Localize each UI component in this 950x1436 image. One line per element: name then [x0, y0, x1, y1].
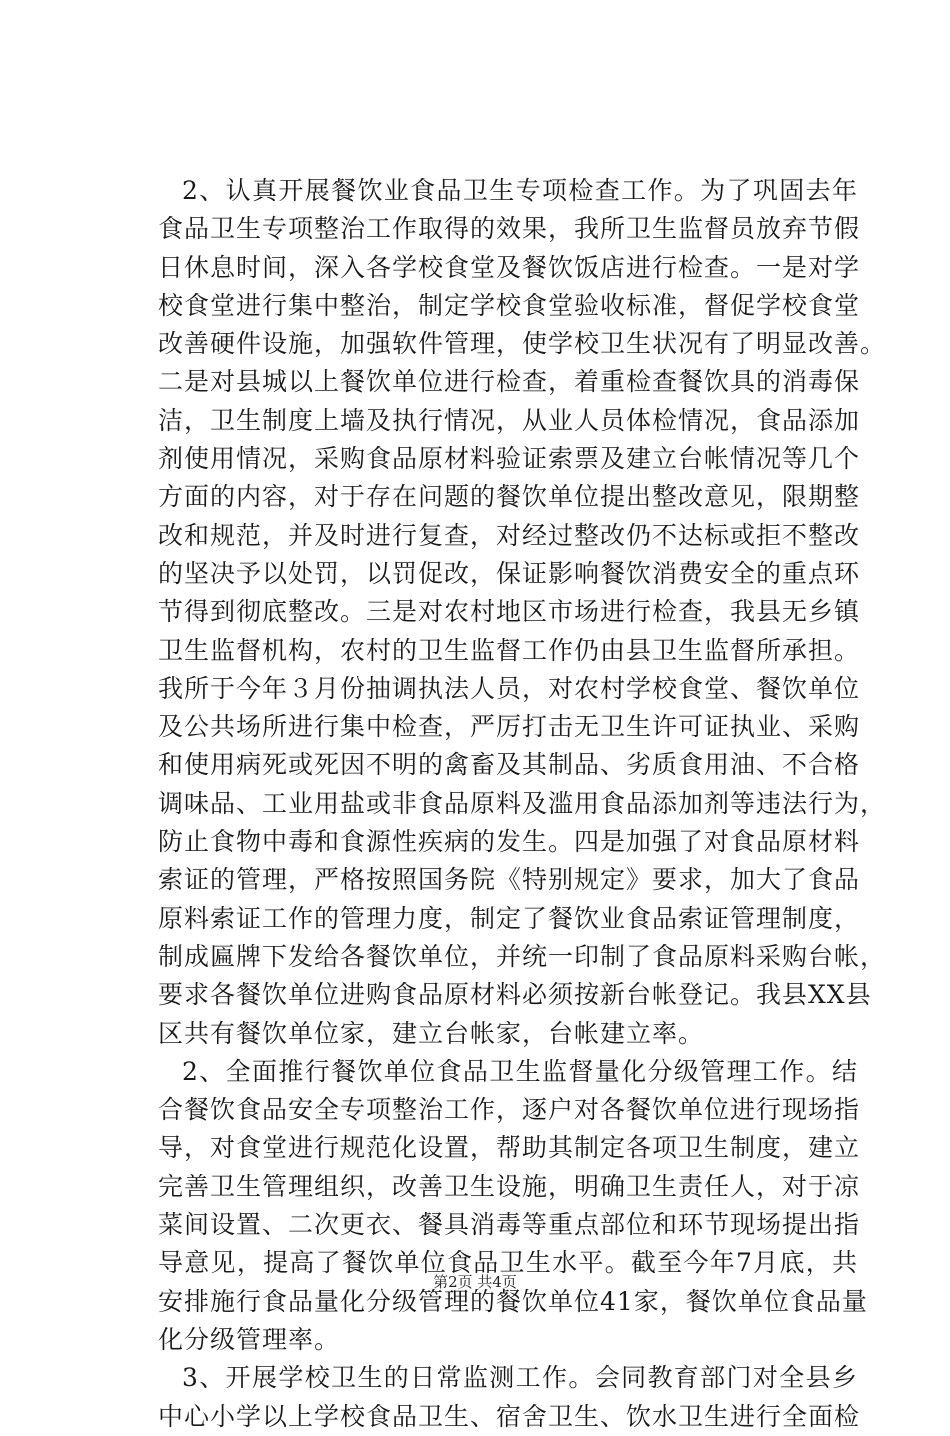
paragraph-2-line-6: 导意见，提高了餐饮单位食品卫生水平。截至今年7月底，共 — [158, 1248, 858, 1278]
paragraph-1-line-21: 制成匾牌下发给各餐饮单位，并统一印制了食品原料采购台帐， — [158, 941, 887, 971]
paragraph-2-line-3: 导，对食堂进行规范化设置，帮助其制定各项卫生制度，建立 — [158, 1133, 861, 1163]
paragraph-1-line-7: 洁，卫生制度上墙及执行情况，从业人员体检情况，食品添加 — [158, 405, 861, 435]
paragraph-1-line-9: 方面的内容，对于存在问题的餐饮单位提出整改意见，限期整 — [158, 482, 861, 512]
paragraph-1-line-2: 食品卫生专项整治工作取得的效果，我所卫生监督员放弃节假 — [158, 214, 861, 244]
paragraph-1-line-23: 区共有餐饮单位家，建立台帐家，台帐建立率。 — [158, 1018, 705, 1048]
paragraph-3-line-1: 3、开展学校卫生的日常监测工作。会同教育部门对全县乡 — [182, 1363, 858, 1393]
paragraph-1-line-6: 二是对县城以上餐饮单位进行检查，着重检查餐饮具的消毒保 — [158, 367, 861, 397]
paragraph-2-line-1: 2、全面推行餐饮单位食品卫生监督量化分级管理工作。结 — [182, 1056, 858, 1086]
paragraph-1-line-18: 防止食物中毒和食源性疾病的发生。四是加强了对食品原材料 — [158, 827, 861, 857]
paragraph-1-line-10: 改和规范，并及时进行复查，对经过整改仍不达标或拒不整改 — [158, 520, 861, 550]
paragraph-1-line-22: 要求各餐饮单位进购食品原材料必须按新台帐登记。我县XX县 — [158, 980, 872, 1010]
paragraph-1-line-12: 节得到彻底整改。三是对农村地区市场进行检查，我县无乡镇 — [158, 597, 861, 627]
page-footer: 第2页 共4页 — [433, 1273, 517, 1291]
paragraph-1-line-11: 的坚决予以处罚，以罚促改，保证影响餐饮消费安全的重点环 — [158, 558, 861, 588]
paragraph-3-line-2: 中心小学以上学校食品卫生、宿舍卫生、饮水卫生进行全面检 — [158, 1401, 861, 1431]
paragraph-2-line-7: 安排施行食品量化分级管理的餐饮单位41家，餐饮单位食品量 — [158, 1286, 868, 1316]
paragraph-1-line-3: 日休息时间，深入各学校食堂及餐饮饭店进行检查。一是对学 — [158, 252, 861, 282]
paragraph-2-line-5: 菜间设置、二次更衣、餐具消毒等重点部位和环节现场提出指 — [158, 1210, 861, 1240]
paragraph-2-line-2: 合餐饮食品安全专项整治工作，逐户对各餐饮单位进行现场指 — [158, 1095, 861, 1125]
paragraph-1-line-15: 及公共场所进行集中检查，严厉打击无卫生许可证执业、采购 — [158, 712, 861, 742]
paragraph-2-line-8: 化分级管理率。 — [158, 1324, 341, 1354]
paragraph-1-line-19: 索证的管理，严格按照国务院《特别规定》要求，加大了食品 — [158, 865, 861, 895]
paragraph-1-line-1: 2、认真开展餐饮业食品卫生专项检查工作。为了巩固去年 — [182, 176, 858, 205]
paragraph-2-line-4: 完善卫生管理组织，改善卫生设施，明确卫生责任人，对于凉 — [158, 1171, 861, 1201]
document-body — [158, 172, 887, 1436]
paragraph-1-line-13: 卫生监督机构，农村的卫生监督工作仍由县卫生监督所承担。 — [158, 635, 861, 665]
paragraph-1-line-5: 改善硬件设施，加强软件管理，使学校卫生状况有了明显改善。 — [158, 329, 887, 359]
paragraph-1-line-16: 和使用病死或死因不明的禽畜及其制品、劣质食用油、不合格 — [158, 750, 861, 780]
paragraph-1-line-14: 我所于今年３月份抽调执法人员，对农村学校食堂、餐饮单位 — [158, 673, 861, 703]
paragraph-1-line-20: 原料索证工作的管理力度，制定了餐饮业食品索证管理制度， — [158, 903, 861, 933]
paragraph-1-line-4: 校食堂进行集中整治，制定学校食堂验收标准，督促学校食堂 — [158, 290, 861, 320]
paragraph-1-line-17: 调味品、工业用盐或非食品原料及滥用食品添加剂等违法行为， — [158, 788, 887, 818]
paragraph-1-line-8: 剂使用情况，采购食品原材料验证索票及建立台帐情况等几个 — [158, 444, 861, 474]
